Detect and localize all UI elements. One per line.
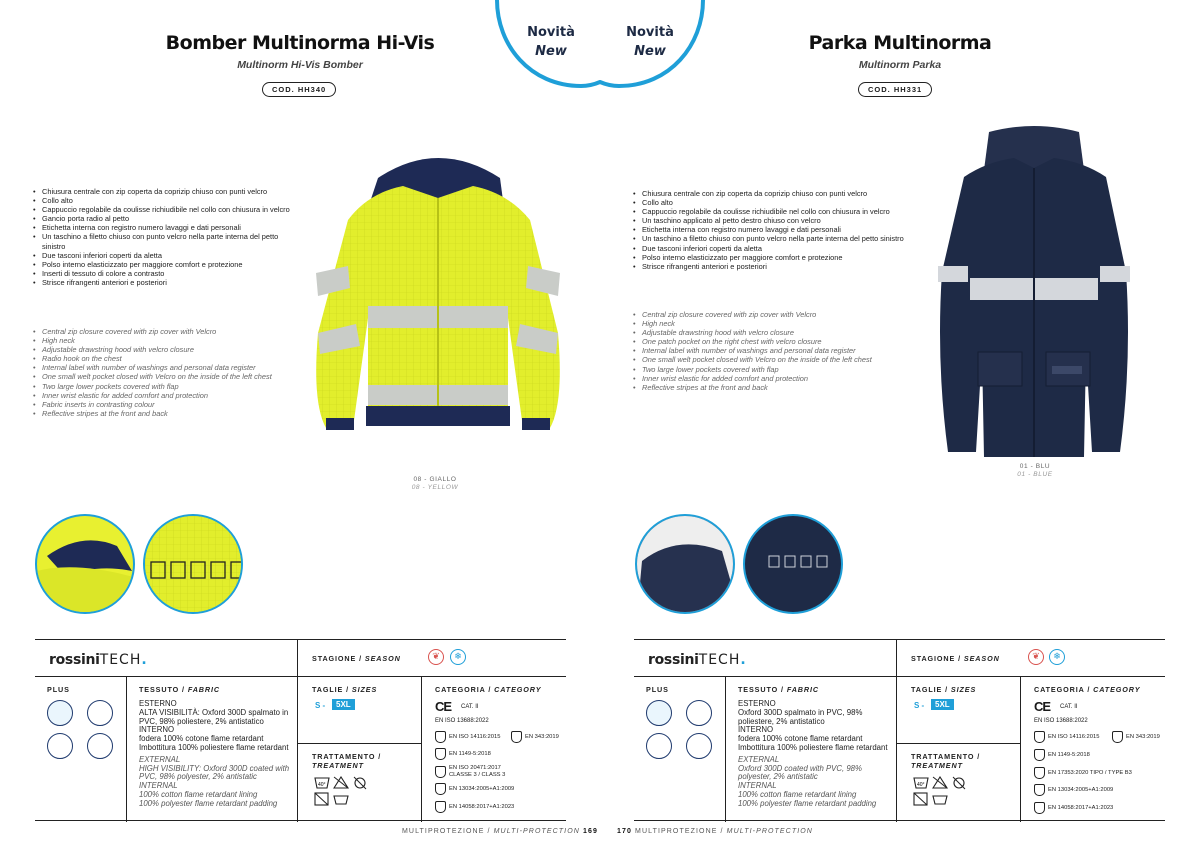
feature-item-en: • Internal label with number of washings and personal data register: [632, 346, 894, 355]
cert-iso-14116: EN ISO 14116:2015: [1034, 731, 1099, 743]
feature-item-en: • Radio hook on the chest: [32, 354, 294, 363]
color-caption: 01 - BLU 01 - BLUE: [1017, 463, 1053, 478]
season-header: STAGIONE / SEASON: [312, 654, 401, 663]
ce-mark: CE: [1034, 699, 1051, 714]
novita-left-label: Novità New: [527, 25, 575, 59]
feature-item: • Due tasconi inferiori coperti da aletta: [32, 251, 294, 260]
right-page: [600, 0, 1200, 849]
features-list-it: [632, 189, 912, 271]
cert-en-14058: EN 14058:2017+A1:2023: [435, 801, 514, 813]
size-from: S -: [315, 701, 326, 710]
cold-icon: [1034, 802, 1045, 814]
wash-icon: [314, 776, 384, 808]
treatment-header: TRATTAMENTO /: [911, 752, 981, 761]
size-to: 5XL: [931, 699, 954, 710]
feature-item-en: • Reflective stripes at the front and back: [632, 383, 894, 392]
feature-item-en: • High neck: [632, 319, 894, 328]
sun-uv-icon: [87, 700, 113, 726]
feature-item-en: • Central zip closure covered with zip cover with Velcro: [32, 327, 294, 336]
spec-table: rossiniTECH. STAGIONE / SEASON ❦ ❄ PLUS TESSUTO / FABRIC ESTERNO ALTA VISIBILITÀ: Oxford 300D spalmato in PVC, 98% poliestere, 2% antistatico INTERNO fodera 100% cotone flame retardant Imbottitura 100% poliestere flame retardant EXTERNAL HIGH VISIBILITY: Oxford 300D coated with PVC, 98% polyester, 2% antistatic INTERNAL 100% cotton flame retardant lining 100% polyester flame retardant padding TAGLIE / SIZES S - 5XL TRATTAMENTO / TREATMENT 40° CATEGORIA / CATEGORY CE CAT. II EN ISO 13688:2022 EN ISO 14116:2015 EN 343:2019 EN 1149-5:2018 EN ISO 20471:2017 CLASSE 3 / CLASS 3 EN 13034:2005+A1:2009 EN 14058:2017+A1:2023: [35, 639, 566, 821]
chemical-icon: [1034, 784, 1045, 796]
droplets-icon: [47, 733, 73, 759]
antistatic-icon: [435, 748, 446, 760]
snowflake-icon: ❄: [1049, 649, 1065, 665]
product-image-bomber: [308, 138, 568, 473]
feature-item: • Collo alto: [32, 196, 294, 205]
shield-icon: [47, 700, 73, 726]
novita-right-label: Novità New: [626, 25, 674, 59]
flame-icon: [1034, 731, 1045, 743]
color-caption: 08 - GIALLO 08 - YELLOW: [411, 476, 459, 491]
cert-en-1149: EN 1149-5:2018: [1034, 749, 1090, 761]
detail-collar-image: [35, 514, 135, 614]
size-to: 5XL: [332, 699, 355, 710]
season-header: STAGIONE / SEASON: [911, 654, 1000, 663]
wash-icon: [913, 776, 983, 808]
rain-icon: [511, 731, 522, 743]
cert-en-1149: EN 1149-5:2018: [435, 748, 491, 760]
svg-text:40°: 40°: [917, 782, 925, 788]
feature-item: • Inserti di tessuto di colore a contrasto: [32, 269, 294, 278]
hood-icon: [686, 733, 712, 759]
feature-item-en: • Inner wrist elastic for added comfort and protection: [32, 391, 294, 400]
brand-logo: rossiniTECH.: [648, 652, 746, 668]
feature-item: • Etichetta interna con registro numero lavaggi e dati personali: [632, 225, 912, 234]
feature-item: • Gancio porta radio al petto: [32, 214, 294, 223]
cert-en-13034: EN 13034:2005+A1:2009: [435, 783, 514, 795]
feature-item-en: • Reflective stripes at the front and back: [32, 409, 294, 418]
cert-en-343: EN 343:2019: [511, 731, 559, 743]
ce-category: CAT. II: [461, 704, 479, 710]
feature-item-en: • One small welt pocket closed with Velcro on the inside of the left chest: [632, 355, 894, 364]
feature-item: • Due tasconi inferiori coperti da aletta: [632, 244, 912, 253]
page-footer: MULTIPROTEZIONE / MULTI-PROTECTION 169: [402, 828, 598, 835]
category-header: CATEGORIA / CATEGORY: [1034, 685, 1141, 694]
detail-label-image: [743, 514, 843, 614]
cert-iso-20471: EN ISO 20471:2017 CLASSE 3 / CLASS 3: [435, 765, 505, 779]
thermal-shield-icon: [87, 733, 113, 759]
leaf-icon: ❦: [1028, 649, 1044, 665]
feature-item: • Polso interno elasticizzato per maggiore comfort e protezione: [632, 253, 912, 262]
fabric-description: ESTERNO ALTA VISIBILITÀ: Oxford 300D spalmato in PVC, 98% poliestere, 2% antistatico INTERNO fodera 100% cotone flame retardant Imbottitura 100% poliestere flame retardant EXTERNAL HIGH VISIBILITY: Oxford 300D coated with PVC, 98% polyester, 2% antistatic INTERNAL 100% cotton flame retardant lining 100% polyester flame retardant padding: [139, 699, 290, 808]
feature-item-en: • Two large lower pockets covered with flap: [32, 382, 294, 391]
visibility-icon: [1034, 767, 1045, 779]
feature-item-en: • High neck: [32, 336, 294, 345]
feature-item-en: • Adjustable drawstring hood with velcro closure: [632, 328, 894, 337]
cert-iso-14116: EN ISO 14116:2015: [435, 731, 500, 743]
feature-item-en: • One patch pocket on the right chest with velcro closure: [632, 337, 894, 346]
rain-icon: [1112, 731, 1123, 743]
feature-item: • Etichetta interna con registro numero lavaggi e dati personali: [32, 223, 294, 232]
feature-item: • Strisce rifrangenti anteriori e posteriori: [32, 278, 294, 287]
product-code: COD. HH331: [858, 82, 932, 97]
fabric-header: TESSUTO / FABRIC: [139, 685, 220, 694]
features-list-en: [32, 327, 294, 418]
hivis-vest-icon: [686, 700, 712, 726]
detail-fabric-label-image: [143, 514, 243, 614]
feature-item: • Un taschino a filetto chiuso con punto velcro nella parte interna del petto sinistro: [632, 234, 912, 243]
base-standard: EN ISO 13688:2022: [435, 718, 489, 724]
feature-item: • Un taschino a filetto chiuso con punto velcro nella parte interna del petto sinistro: [32, 232, 294, 250]
features-list-it: [32, 187, 294, 287]
fabric-description: ESTERNO Oxford 300D spalmato in PVC, 98% poliestere, 2% antistatico INTERNO fodera 100% cotone flame retardant Imbottitura 100% poliestere flame retardant EXTERNAL Oxford 300D coated with PVC, 98% polyester, 2% antistatic INTERNAL 100% cotton flame retardant lining 100% polyester flame retardant padding: [738, 699, 888, 808]
cert-en-14058: EN 14058:2017+A1:2023: [1034, 802, 1113, 814]
flame-icon: [435, 731, 446, 743]
chemical-icon: [435, 783, 446, 795]
page-subtitle: Multinorm Parka: [858, 59, 942, 71]
product-code: COD. HH340: [262, 82, 336, 97]
ce-mark: CE: [435, 699, 452, 714]
sizes-header: TAGLIE / SIZES: [911, 685, 977, 694]
feature-item: • Collo alto: [632, 198, 912, 207]
feature-item: • Cappuccio regolabile da coulisse richiudibile nel collo con chiusura in velcro: [632, 207, 912, 216]
feature-item-en: • Central zip closure covered with zip cover with Velcro: [632, 310, 894, 319]
droplets-icon: [646, 733, 672, 759]
feature-item: • Polso interno elasticizzato per maggiore comfort e protezione: [32, 260, 294, 269]
feature-item-en: • Two large lower pockets covered with flap: [632, 365, 894, 374]
feature-item: • Cappuccio regolabile da coulisse richiudibile nel collo con chiusura in velcro: [32, 205, 294, 214]
features-list-en: [632, 310, 894, 392]
feature-item-en: • One small welt pocket closed with Velcro on the inside of the left chest: [32, 372, 294, 381]
cert-en-17353: EN 17353:2020 TIPO / TYPE B3: [1034, 767, 1132, 779]
category-header: CATEGORIA / CATEGORY: [435, 685, 542, 694]
antistatic-icon: [1034, 749, 1045, 761]
feature-item-en: • Internal label with number of washings and personal data register: [32, 363, 294, 372]
ce-category: CAT. II: [1060, 704, 1078, 710]
cert-en-343: EN 343:2019: [1112, 731, 1160, 743]
feature-item-en: • Inner wrist elastic for added comfort and protection: [632, 374, 894, 383]
svg-text:40°: 40°: [318, 782, 326, 788]
feature-item: • Chiusura centrale con zip coperta da coprizip chiuso con punti velcro: [632, 189, 912, 198]
plus-header: PLUS: [646, 685, 669, 694]
fabric-header: TESSUTO / FABRIC: [738, 685, 819, 694]
feature-item-en: • Adjustable drawstring hood with velcro closure: [32, 345, 294, 354]
feature-item: • Un taschino applicato al petto destro chiuso con velcro: [632, 216, 912, 225]
size-from: S -: [914, 701, 925, 710]
leaf-icon: ❦: [428, 649, 444, 665]
plus-header: PLUS: [47, 685, 70, 694]
feature-item: • Strisce rifrangenti anteriori e posteriori: [632, 262, 912, 271]
page-subtitle: Multinorm Hi-Vis Bomber: [237, 59, 363, 71]
feature-item-en: • Fabric inserts in contrasting colour: [32, 400, 294, 409]
sizes-header: TAGLIE / SIZES: [312, 685, 378, 694]
brand-logo: rossiniTECH.: [49, 652, 147, 668]
page-footer: 170 MULTIPROTEZIONE / MULTI-PROTECTION: [617, 828, 813, 835]
hivis-icon: [435, 766, 446, 778]
snowflake-icon: ❄: [450, 649, 466, 665]
product-image-parka: [934, 122, 1134, 462]
treatment-header: TRATTAMENTO /: [312, 752, 382, 761]
shield-icon: [646, 700, 672, 726]
page-title: Bomber Multinorma Hi-Vis: [165, 32, 435, 54]
cold-icon: [435, 801, 446, 813]
feature-item: • Chiusura centrale con zip coperta da coprizip chiuso con punti velcro: [32, 187, 294, 196]
base-standard: EN ISO 13688:2022: [1034, 718, 1088, 724]
page-title: Parka Multinorma: [808, 32, 992, 54]
spec-table: rossiniTECH. STAGIONE / SEASON ❦ ❄ PLUS TESSUTO / FABRIC ESTERNO Oxford 300D spalmato in PVC, 98% poliestere, 2% antistatico INTERNO fodera 100% cotone flame retardant Imbottitura 100% poliestere flame retardant EXTERNAL Oxford 300D coated with PVC, 98% polyester, 2% antistatic INTERNAL 100% cotton flame retardant lining 100% polyester flame retardant padding TAGLIE / SIZES S - 5XL TRATTAMENTO / TREATMENT 40° CATEGORIA / CATEGORY CE CAT. II EN ISO 13688:2022 EN ISO 14116:2015 EN 343:2019 EN 1149-5:2018 EN 17353:2020 TIPO / TYPE B3 EN 13034:2005+A1:2009 EN 14058:2017+A1:2023: [634, 639, 1165, 821]
detail-hood-image: [635, 514, 735, 614]
cert-en-13034: EN 13034:2005+A1:2009: [1034, 784, 1113, 796]
